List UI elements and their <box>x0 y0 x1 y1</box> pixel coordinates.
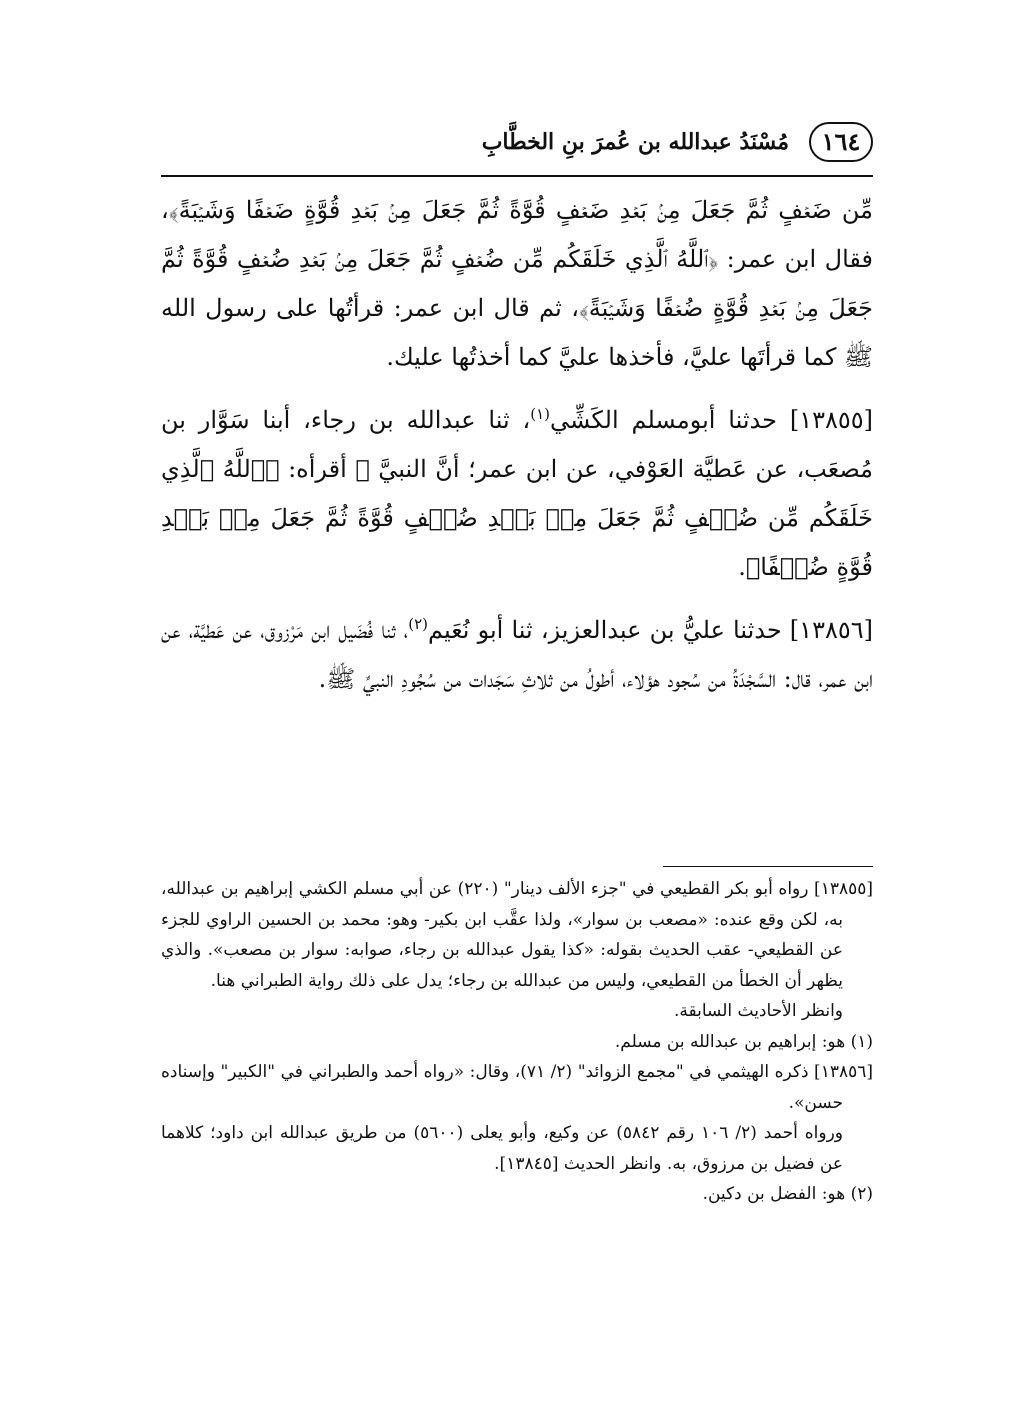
header-divider <box>161 175 873 177</box>
footnotes <box>161 874 873 1210</box>
running-title: مُسْنَدُ عبدالله بن عُمرَ بنِ الخطَّابِ <box>481 129 789 155</box>
hadith-13855-intro: [١٣٨٥٥] حدثنا أبومسلم الكَشِّي <box>550 406 874 434</box>
footnote-1: (١) هو: إبراهيم بن عبدالله بن مسلم. <box>614 1031 873 1052</box>
hadith-13855 <box>161 396 873 592</box>
paragraph-continuation: مِّن ضَعۡفٍ ثُمَّ جَعَلَ مِنۢ بَعۡدِ ضَعۡفٍ قُوَّةً ثُمَّ جَعَلَ مِنۢ بَعۡدِ قُوَّةٍ ضَعۡفًا وَشَيۡبَةً﴾، فقال ابن عمر: ﴿ٱللَّهُ ٱلَّذِي خَلَقَكُم مِّن ضُعۡفٍ ثُمَّ جَعَلَ مِنۢ بَعۡدِ ضُعۡفٍ قُوَّةً ثُمَّ جَعَلَ مِنۢ بَعۡدِ قُوَّةٍ ضُعۡفًا وَشَيۡبَةً﴾، ثم قال ابن عمر: قرأتُها على رسول الله ﷺ كما قرأتَها عليَّ، فأخذها عليَّ كما أخذتُها عليك. <box>161 196 874 371</box>
hadith-13856 <box>161 606 873 704</box>
hadith-13856-text: ، ثنا فُضَيل ابن مَرْزوق، عن عَطيَّة، عن ابن عمر، قال: السَّجْدَةُ من سُجود هؤلاء، أطولُ من ثلاثِ سَجَدات من سُجُودِ النبيِّ ﷺ. <box>161 616 873 693</box>
footnote-marker-2[interactable]: (٢) <box>408 615 429 633</box>
footnote-13855-see-also: وانظر الأحاديث السابقة. <box>674 1001 843 1021</box>
page-number: ١٦٤ <box>809 122 873 162</box>
footnote-13856: [١٣٨٥٦] ذكره الهيثمي في "مجمع الزوائد" (٢/ ٧١)، وقال: «رواه أحمد والطبراني في "الكبير" وإسناده حسن». <box>161 1062 873 1113</box>
footnote-13855: [١٣٨٥٥] رواه أبو بكر القطيعي في "جزء الألف دينار" (٢٢٠) عن أبي مسلم الكشي إبراهيم بن عبدالله، به، لكن وقع عنده: «مصعب بن سوار»، ولذا عقَّب ابن بكير- وهو: محمد بن الحسين الراوي للجزء عن القطيعي- عقب الحديث بقوله: «كذا يقول عبدالله بن رجاء، صوابه: سوار بن مصعب». والذي يظهر أن الخطأ من القطيعي، وليس من عبدالله بن رجاء؛ يدل على ذلك رواية الطبراني هنا. <box>161 879 873 991</box>
hadith-13855-text: ، ثنا عبدالله بن رجاء، أبنا سَوَّار بن مُصعَب، عن عَطيَّة العَوْفي، عن ابن عمر؛ أنَّ النبيَّ ﷺ أقرأه: ﴿ٱللَّهُ ٱلَّذِي خَلَقَكُم مِّن ضُعۡفٍ ثُمَّ جَعَلَ مِنۢ بَعۡدِ ضُعۡفٍ قُوَّةً ثُمَّ جَعَلَ مِنۢ بَعۡدِ قُوَّةٍ ضُعۡفًا﴾. <box>161 406 873 581</box>
page-header <box>161 120 873 172</box>
footnote-13856-narration: ورواه أحمد (٢/ ١٠٦ رقم ٥٨٤٢) عن وكيع، وأبو يعلى (٥٦٠٠) من طريق عبدالله ابن داود؛ كلاهما عن فضيل بن مرزوق، به. وانظر الحديث [١٣٨٤٥]. <box>161 1123 844 1174</box>
footnote-marker-1[interactable]: (١) <box>530 405 551 423</box>
main-text <box>161 186 873 704</box>
footnote-divider <box>663 866 873 867</box>
hadith-13856-intro: [١٣٨٥٦] حدثنا عليُّ بن عبدالعزيز، ثنا أبو نُعَيم <box>428 616 873 644</box>
footnote-2: (٢) هو: الفضل بن دكين. <box>702 1184 873 1204</box>
